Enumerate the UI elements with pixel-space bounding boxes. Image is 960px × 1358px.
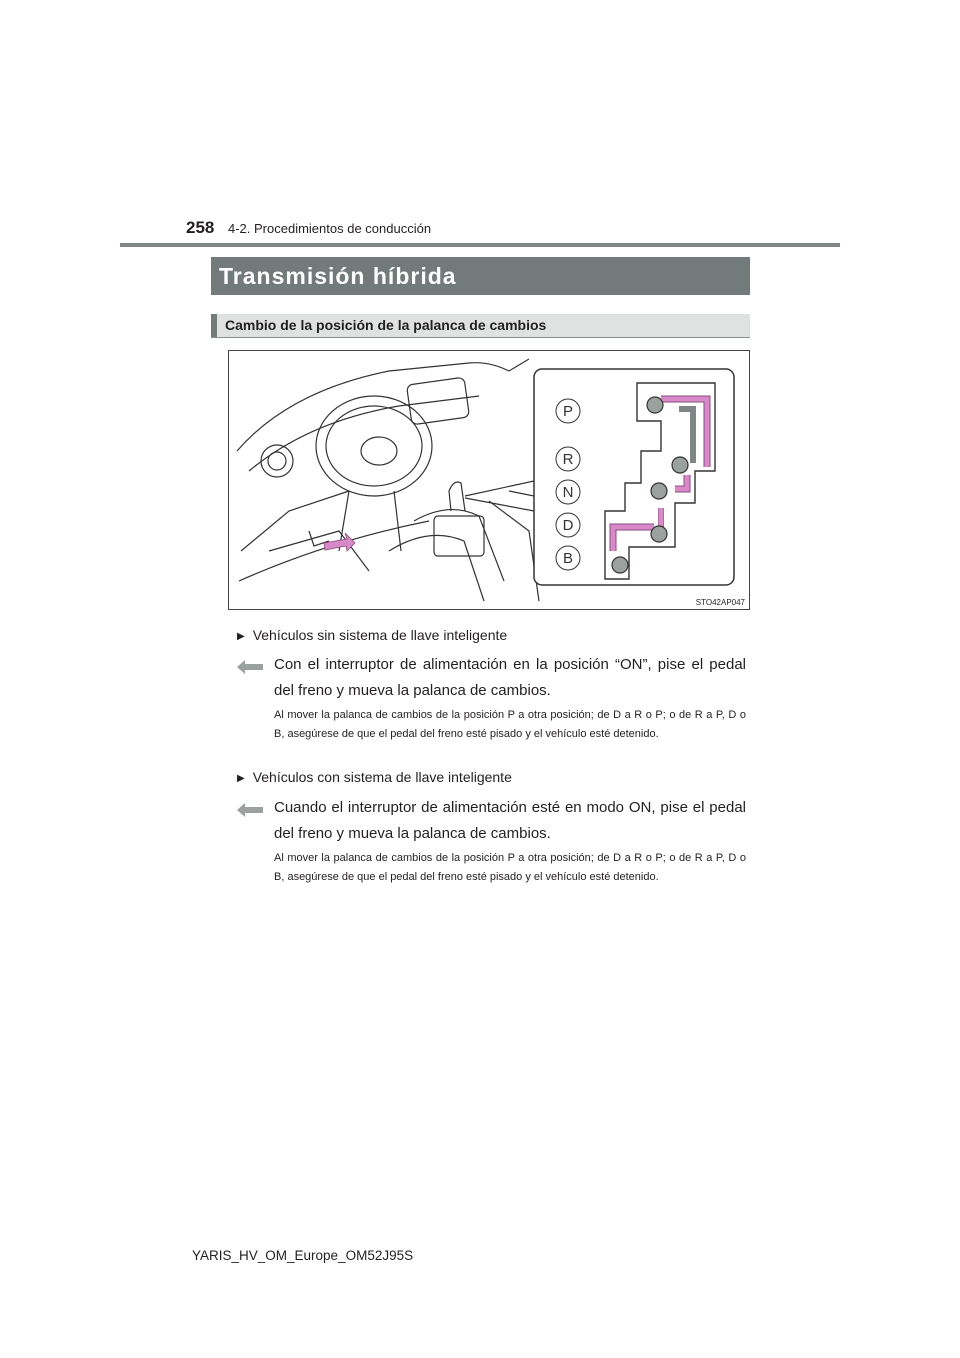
document-footer: YARIS_HV_OM_Europe_OM52J95S (192, 1248, 414, 1263)
gate-position-r (672, 457, 688, 473)
gate-label-n: N (562, 484, 574, 501)
bullet-label: Vehículos sin sistema de llave inteligente (252, 627, 508, 643)
section-breadcrumb: 4-2. Procedimientos de conducción (228, 221, 432, 236)
gate-label-d: D (562, 517, 574, 534)
gate-label-r: R (562, 451, 574, 468)
bullet-label: Vehículos con sistema de llave inteligente (252, 769, 512, 785)
subsection-header (211, 314, 750, 338)
shift-lever-illustration (228, 350, 750, 610)
triangle-bullet-icon: ▶ (237, 631, 245, 642)
header-divider (120, 243, 840, 247)
triangle-bullet-icon: ▶ (237, 773, 245, 784)
subsection-marker (211, 314, 217, 337)
step-instruction: Con el interruptor de alimentación en la posición “ON”, pise el pedal del freno y mueva la palanca de cambios. (274, 656, 746, 699)
gate-position-p (647, 397, 663, 413)
subsection-title: Cambio de la posición de la palanca de cambios (225, 317, 547, 333)
gate-position-d (651, 526, 667, 542)
arrow-left-icon (237, 803, 263, 817)
step-note: Al mover la palanca de cambios de la posición P a otra posición; de D a R o P; o de R a P, D o B, asegúrese de que el pedal del freno esté pisado y el vehículo esté detenido. (274, 852, 746, 883)
gate-position-n (651, 483, 667, 499)
step-instruction: Cuando el interruptor de alimentación esté en modo ON, pise el pedal del freno y mueva la palanca de cambios. (274, 799, 746, 842)
step-note: Al mover la palanca de cambios de la posición P a otra posición; de D a R o P; o de R a P, D o B, asegúrese de que el pedal del freno esté pisado y el vehículo esté detenido. (274, 709, 746, 740)
page-number: 258 (186, 218, 215, 237)
figure-code: STO42AP047 (695, 598, 745, 607)
arrow-left-icon (237, 660, 263, 674)
page-title: Transmisión híbrida (211, 257, 750, 295)
dashboard-drawing (229, 351, 749, 609)
gate-label-p: P (562, 403, 574, 420)
bullet-smart-key (237, 769, 512, 785)
gate-label-b: B (562, 550, 574, 567)
bullet-no-smart-key (237, 627, 507, 643)
gate-position-b (612, 557, 628, 573)
